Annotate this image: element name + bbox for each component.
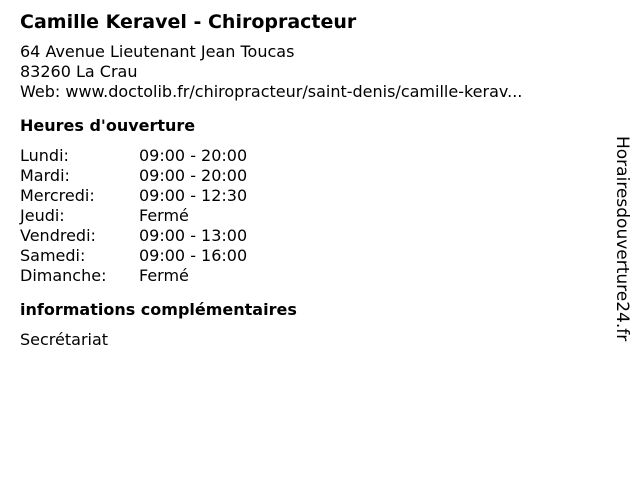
hours-time: 09:00 - 13:00	[139, 226, 248, 245]
hours-time: 09:00 - 12:30	[139, 186, 248, 205]
extra-info-text: Secrétariat	[20, 330, 109, 349]
address-street: 64 Avenue Lieutenant Jean Toucas	[20, 42, 295, 61]
hours-row-sunday	[20, 266, 600, 286]
hours-table	[20, 146, 600, 286]
hours-row-tuesday	[20, 166, 600, 186]
site-watermark: Horairesdouverture24.fr	[612, 136, 632, 342]
hours-time: Fermé	[139, 266, 189, 285]
hours-row-wednesday	[20, 186, 600, 206]
hours-time: Fermé	[139, 206, 189, 225]
address-city: 83260 La Crau	[20, 62, 138, 81]
hours-row-thursday	[20, 206, 600, 226]
hours-time: 09:00 - 20:00	[139, 166, 248, 185]
hours-time: 09:00 - 20:00	[139, 146, 248, 165]
hours-day: Vendredi:	[20, 226, 96, 245]
hours-row-monday	[20, 146, 600, 166]
hours-day: Jeudi:	[20, 206, 65, 225]
page-title: Camille Keravel - Chiropracteur	[20, 11, 357, 33]
hours-day: Lundi:	[20, 146, 69, 165]
hours-row-saturday	[20, 246, 600, 266]
hours-day: Dimanche:	[20, 266, 107, 285]
hours-day: Samedi:	[20, 246, 86, 265]
hours-row-friday	[20, 226, 600, 246]
hours-day: Mercredi:	[20, 186, 95, 205]
hours-day: Mardi:	[20, 166, 70, 185]
listing-card	[20, 10, 600, 350]
hours-heading: Heures d'ouverture	[20, 116, 196, 135]
extra-info-heading: informations complémentaires	[20, 300, 297, 319]
website-link[interactable]: Web: www.doctolib.fr/chiropracteur/saint-denis/camille-kerav...	[20, 82, 523, 101]
hours-time: 09:00 - 16:00	[139, 246, 248, 265]
